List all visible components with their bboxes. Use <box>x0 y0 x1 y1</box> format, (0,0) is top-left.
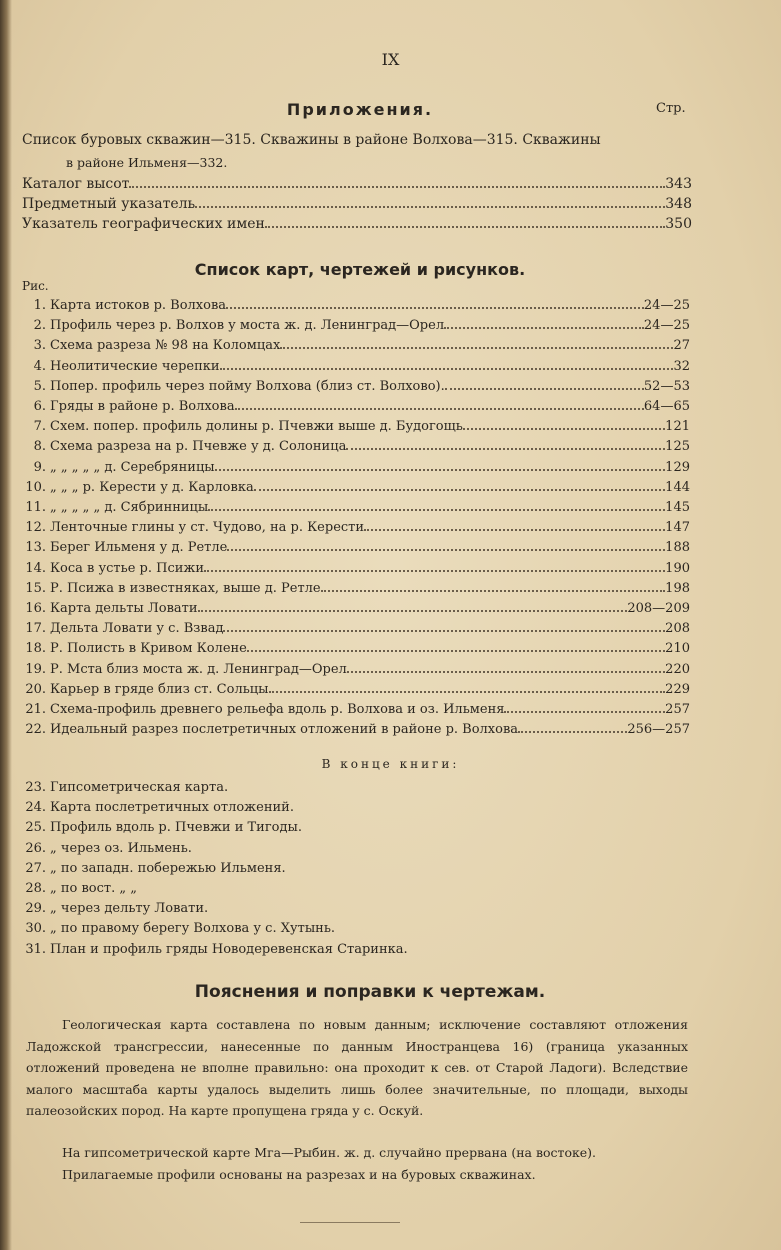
notes-paragraph-2: На гипсометрической карте Мга—Рыбин. ж. д. случайно прервана (на востоке). <box>62 1145 597 1160</box>
figure-entry-label: Карта истоков р. Волхова <box>50 298 227 313</box>
figure-entry-label: „ „ „ „ „ д. Серебряницы <box>50 459 215 475</box>
figure-entry-number: 12. <box>25 520 46 536</box>
boreholes-line-1: Список буровых скважин—315. Скважины в районе Волхова—315. Скважины <box>22 132 601 148</box>
appendix-heading: Приложения. <box>286 100 434 119</box>
end-figure-entry <box>18 881 137 896</box>
figure-entry-page: 190 <box>665 560 690 576</box>
figure-entry-page: 256—257 <box>627 722 690 738</box>
figure-entry-number: 3. <box>33 338 46 354</box>
end-figure-number: 27. <box>25 860 46 876</box>
figure-entry-page: 208—209 <box>627 601 690 616</box>
end-figure-entry <box>18 800 294 815</box>
figure-entry <box>18 581 690 596</box>
figure-entry-page: 129 <box>665 459 690 475</box>
figure-entry-number: 21. <box>25 702 46 717</box>
end-figure-number: 25. <box>25 820 46 836</box>
end-figure-entry <box>18 861 286 876</box>
notes-heading: Пояснения и поправки к чертежам. <box>194 982 546 1002</box>
figure-entry-label: Р. Полисть в Кривом Колене <box>50 641 247 657</box>
toc-entry <box>22 196 692 212</box>
figure-entry-number: 11. <box>25 500 46 515</box>
end-figure-number: 26. <box>25 840 46 856</box>
figure-entry <box>18 399 690 414</box>
figure-entry-label: „ „ „ „ „ д. Сябринницы <box>50 500 209 515</box>
figure-entry-number: 17. <box>25 621 46 637</box>
figure-entry <box>18 702 690 717</box>
figure-entry-label: Профиль через р. Волхов у моста ж. д. Ленинград—Орел <box>50 318 445 334</box>
end-figure-label: „ через оз. Ильмень. <box>50 840 192 856</box>
figure-entry-page: 121 <box>665 419 690 435</box>
figure-entry-page: 147 <box>665 520 690 536</box>
toc-entry-page: 348 <box>665 196 692 212</box>
figure-entry-page: 198 <box>665 580 690 596</box>
figure-entry-number: 1. <box>33 298 46 313</box>
figure-entry-label: Гряды в районе р. Волхова <box>50 399 235 414</box>
figure-entry <box>18 460 690 475</box>
figure-entry-page: 144 <box>665 479 690 495</box>
figure-entry <box>18 379 690 394</box>
end-figure-number: 29. <box>25 901 46 917</box>
figure-entry-page: 24—25 <box>643 298 690 313</box>
end-figure-entry <box>18 820 302 835</box>
end-figure-label: „ по правому берегу Волхова у с. Хутынь. <box>50 921 336 937</box>
figure-entry-number: 7. <box>33 419 46 435</box>
figures-heading: Список карт, чертежей и рисунков. <box>194 260 526 279</box>
figure-number-label: Рис. <box>22 279 49 293</box>
figure-entry-page: 257 <box>665 702 690 717</box>
end-figure-entry <box>18 942 408 957</box>
figure-entry <box>18 662 690 677</box>
figure-entry-number: 6. <box>33 399 46 414</box>
notes-paragraph-3: Прилагаемые профили основаны на разрезах и на буровых скважинах. <box>62 1167 536 1182</box>
end-figure-number: 24. <box>25 800 46 816</box>
figure-entry <box>18 641 690 656</box>
figure-entry-label: Дельта Ловати у с. Взвад <box>50 621 224 637</box>
figure-entry-label: Схем. попер. профиль долины р. Пчевжи выше д. Будогощь <box>50 419 463 435</box>
figure-entry-number: 8. <box>33 439 46 455</box>
figure-entry <box>18 480 690 495</box>
figure-entry-label: Идеальный разрез послетретичных отложений в районе р. Волхова <box>50 722 519 738</box>
figure-entry-label: Ленточные глины у ст. Чудово, на р. Керести <box>50 520 365 536</box>
end-figure-label: „ через дельту Ловати. <box>50 901 209 917</box>
end-figure-label: „ по вост. „ „ <box>50 881 137 896</box>
boreholes-line-2: в районе Ильменя—332. <box>66 155 228 170</box>
figure-entry-label: Карьер в гряде близ ст. Сольцы <box>50 681 269 697</box>
figure-entry-number: 19. <box>25 661 46 677</box>
toc-entry-label: Предметный указатель <box>22 196 196 212</box>
end-figure-label: „ по западн. побережью Ильменя. <box>50 860 286 876</box>
figure-entry <box>18 621 690 636</box>
figure-entry-label: Схема-профиль древнего рельефа вдоль р. Волхова и оз. Ильменя <box>50 702 505 717</box>
figure-entry-number: 18. <box>25 641 46 657</box>
figure-entry-number: 10. <box>25 479 46 495</box>
figure-entry-page: 229 <box>665 681 690 697</box>
figure-entry-label: Р. Псижа в известняках, выше д. Ретле <box>50 580 321 596</box>
toc-entry-page: 350 <box>665 216 692 232</box>
figure-entry <box>18 561 690 576</box>
figure-entry-label: Неолитические черепки <box>50 358 220 374</box>
figure-entry <box>18 439 690 454</box>
figure-entry <box>18 359 690 374</box>
end-figure-entry <box>18 841 192 856</box>
figure-entry-label: Коса в устье р. Псижи <box>50 560 205 576</box>
end-figure-label: Карта послетретичных отложений. <box>50 800 294 816</box>
figure-entry-number: 16. <box>25 601 46 616</box>
figure-entry-page: 188 <box>665 540 690 556</box>
page-number: IX <box>381 50 400 69</box>
figure-entry-number: 4. <box>33 358 46 374</box>
figure-entry-number: 15. <box>25 580 46 596</box>
figure-entry <box>18 682 690 697</box>
end-figure-entry <box>18 901 208 916</box>
end-figure-entry <box>18 780 228 795</box>
figure-entry-page: 64—65 <box>643 399 690 414</box>
figure-entry-page: 125 <box>665 439 690 455</box>
figure-entry <box>18 318 690 333</box>
end-figure-entry <box>18 921 335 936</box>
figure-entry-label: Схема разреза на р. Пчевже у д. Солоница <box>50 439 347 455</box>
figure-entry-page: 27 <box>673 338 690 354</box>
figure-entry <box>18 520 690 535</box>
toc-entry-page: 343 <box>665 176 692 192</box>
figure-entry-number: 9. <box>33 459 46 475</box>
figure-entry-number: 5. <box>33 378 46 394</box>
figure-entry-label: Схема разреза № 98 на Коломцах <box>50 338 281 354</box>
book-spine-shadow <box>0 0 12 1250</box>
end-of-book-heading: В конце книги: <box>321 757 460 771</box>
end-figure-label: Гипсометрическая карта. <box>50 780 229 795</box>
closing-rule <box>300 1222 400 1223</box>
figure-entry <box>18 298 690 313</box>
toc-entry <box>22 176 692 192</box>
figure-entry-label: Карта дельты Ловати <box>50 601 198 616</box>
figure-entry-page: 220 <box>665 661 690 677</box>
figure-entry <box>18 500 690 515</box>
figure-entry-page: 210 <box>665 641 690 657</box>
figure-entry-number: 20. <box>25 681 46 697</box>
figure-entry-label: Попер. профиль через пойму Волхова (близ ст. Волхово). <box>50 378 445 394</box>
figure-entry-label: Берег Ильменя у д. Ретле <box>50 540 228 556</box>
toc-entry-label: Указатель географических имен <box>22 216 265 232</box>
figure-entry-page: 32 <box>673 358 690 374</box>
toc-entry <box>22 216 692 232</box>
figure-entry <box>18 540 690 555</box>
figure-entry-page: 52—53 <box>643 378 690 394</box>
figure-entry-page: 145 <box>665 500 690 515</box>
end-figure-number: 31. <box>25 941 46 957</box>
notes-paragraph-1: Геологическая карта составлена по новым данным; исключение составляют отложения Ладожской трансгрессии, нанесенные по данным Иностранцева 16) (граница указанных отложений проведена не вполне правильно: она проходит к сев. от Старой Ладоги). Вследствие малого масштаба карты удалось выделить лишь более значительные, по площади, выходы палеозойских пород. На карте пропущена гряда у с. Оскуй. <box>26 1017 688 1118</box>
figure-entry-number: 22. <box>25 722 46 738</box>
figure-entry-number: 14. <box>25 560 46 576</box>
figure-entry <box>18 601 690 616</box>
end-figure-number: 28. <box>25 881 46 896</box>
toc-entry-label: Каталог высот <box>22 176 130 192</box>
end-figure-label: План и профиль гряды Новодеревенская Старинка. <box>50 941 408 957</box>
figure-entry-page: 208 <box>665 621 690 637</box>
figure-entry-label: Р. Мста близ моста ж. д. Ленинград—Орел <box>50 661 347 677</box>
end-figure-number: 30. <box>25 921 46 937</box>
figure-entry <box>18 419 690 434</box>
page-column-label: Стр. <box>656 101 686 116</box>
end-figure-number: 23. <box>25 780 46 795</box>
figure-entry-label: „ „ „ р. Керести у д. Карловка <box>50 479 254 495</box>
figure-entry-number: 2. <box>33 318 46 334</box>
figure-entry <box>18 722 690 737</box>
end-figure-label: Профиль вдоль р. Пчевжи и Тигоды. <box>50 820 302 836</box>
figure-entry <box>18 338 690 353</box>
figure-entry-number: 13. <box>25 540 46 556</box>
figure-entry-page: 24—25 <box>643 318 690 334</box>
